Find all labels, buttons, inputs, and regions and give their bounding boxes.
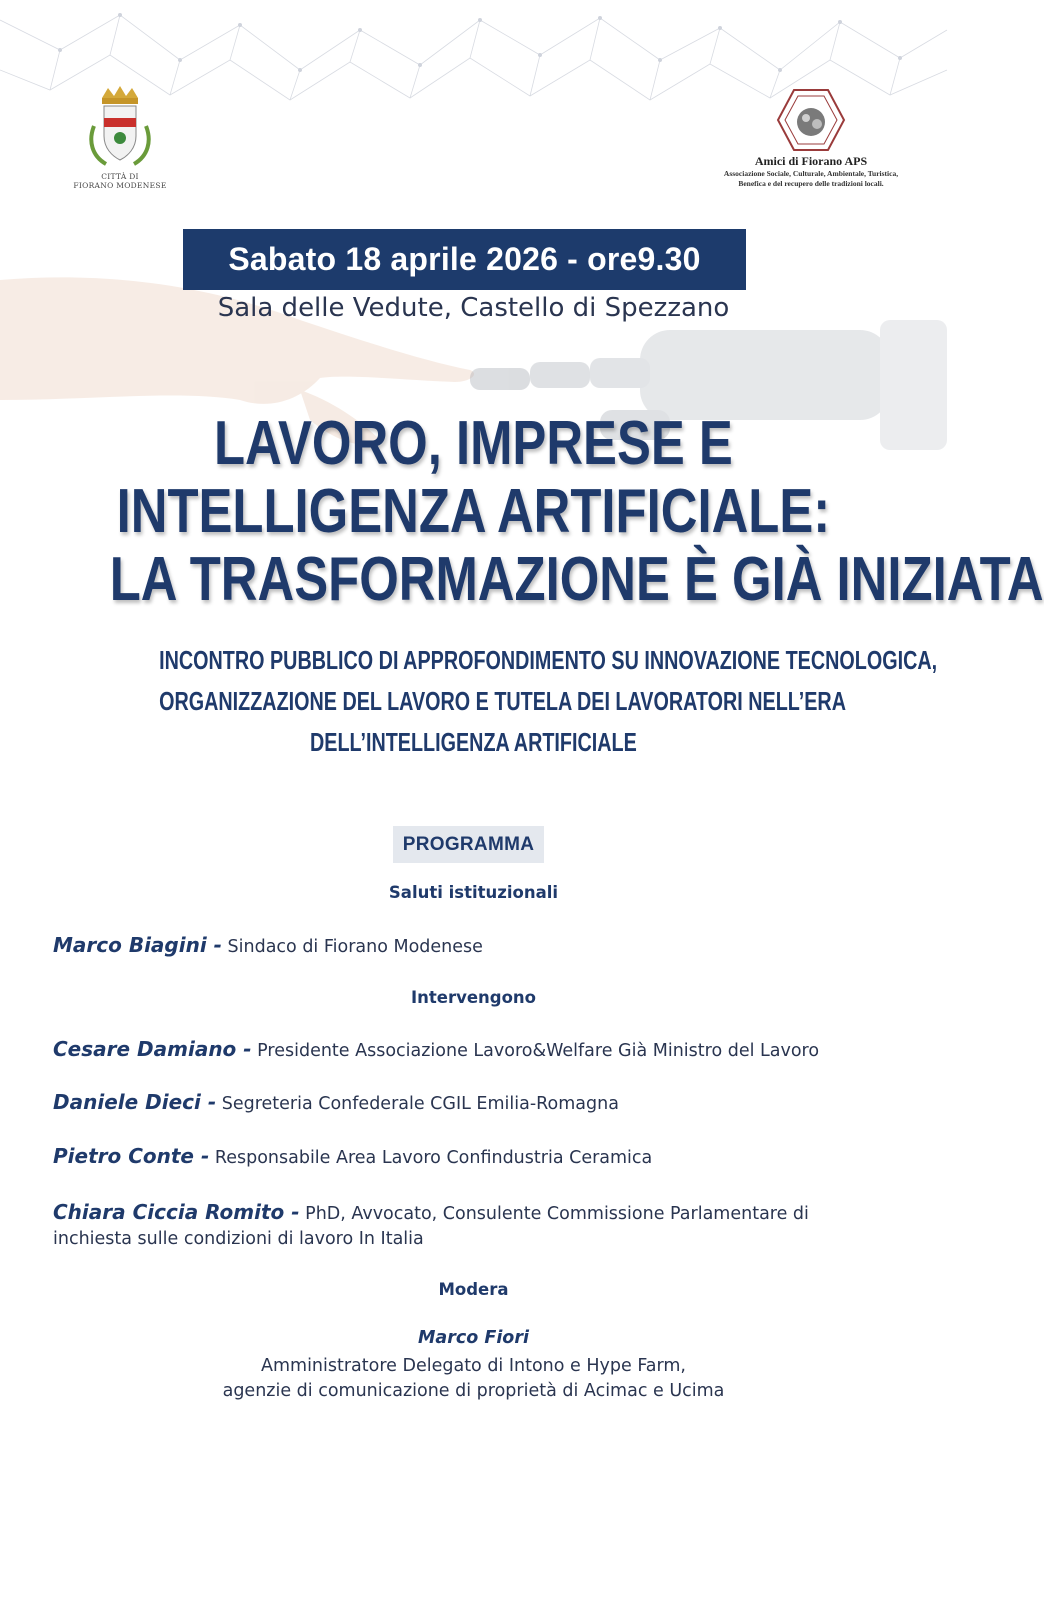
- speaker-role: Sindaco di Fiorano Modenese: [227, 937, 483, 957]
- speaker-item: [53, 1090, 883, 1117]
- speaker-role: Responsabile Area Lavoro Confindustria Ceramica: [214, 1148, 653, 1168]
- subtitle-line2: ORGANIZZAZIONE DEL LAVORO E TUTELA DEI LAVORATORI NELL’ERA: [159, 686, 846, 716]
- city-caption: [60, 172, 180, 190]
- moderator-role-line2: agenzie di comunicazione di proprietà di Acimac e Ucima: [222, 1381, 725, 1401]
- event-title: [109, 409, 1044, 614]
- speaker-name: Daniele Dieci -: [53, 1090, 217, 1114]
- club-name: Amici di Fiorano APS: [754, 154, 868, 168]
- speaker-role: PhD, Avvocato, Consulente Commissione Parlamentare di inchiesta sulle condizioni di lavoro In Italia: [53, 1204, 809, 1249]
- club-logo: [776, 88, 846, 152]
- event-venue: Sala delle Vedute, Castello di Spezzano: [217, 293, 730, 323]
- speaker-item: [53, 1144, 883, 1171]
- speaker-name: Marco Biagini -: [53, 933, 222, 957]
- moderator-role-line1: Amministratore Delegato di Intono e Hype Farm,: [261, 1356, 686, 1376]
- speaker-name: Cesare Damiano -: [53, 1037, 252, 1061]
- greeting-speaker: [53, 933, 883, 960]
- event-subtitle: [159, 640, 938, 763]
- event-date-time: Sabato 18 aprile 2026 - ore9.30: [228, 241, 701, 277]
- moderator-heading: Modera: [438, 1280, 509, 1299]
- program-badge: [393, 826, 544, 863]
- title-line1: LAVORO, IMPRESE E: [213, 409, 733, 478]
- title-line3: LA TRASFORMAZIONE È GIÀ INIZIATA: [109, 545, 1044, 614]
- speaker-item: [53, 1037, 883, 1064]
- speakers-heading: Intervengono: [410, 988, 537, 1007]
- club-desc-line2: Benefica e del recupero delle tradizioni locali.: [738, 179, 884, 188]
- speaker-item: [53, 1200, 883, 1252]
- speaker-role: Segreteria Confederale CGIL Emilia-Romagna: [221, 1094, 619, 1114]
- event-date-banner: [183, 229, 746, 290]
- club-desc-line1: Associazione Sociale, Culturale, Ambientale, Turistica,: [723, 169, 899, 178]
- city-caption-line1: CITTÀ DI: [101, 172, 139, 181]
- city-caption-line2: FIORANO MODENESE: [73, 181, 167, 190]
- greetings-heading: Saluti istituzionali: [388, 883, 559, 902]
- moderator-name: Marco Fiori: [418, 1328, 529, 1348]
- club-description: [700, 169, 922, 189]
- moderator-role: [0, 1354, 947, 1404]
- subtitle-line3: DELL’INTELLIGENZA ARTIFICIALE: [309, 727, 637, 757]
- title-line2: INTELLIGENZA ARTIFICIALE:: [116, 477, 831, 546]
- program-badge-label: PROGRAMMA: [402, 833, 535, 855]
- speaker-name: Pietro Conte -: [53, 1144, 210, 1168]
- speaker-name: Chiara Ciccia Romito -: [53, 1200, 300, 1224]
- subtitle-line1: INCONTRO PUBBLICO DI APPROFONDIMENTO SU INNOVAZIONE TECNOLOGICA,: [159, 645, 938, 675]
- speaker-role: Presidente Associazione Lavoro&Welfare Già Ministro del Lavoro: [257, 1041, 820, 1061]
